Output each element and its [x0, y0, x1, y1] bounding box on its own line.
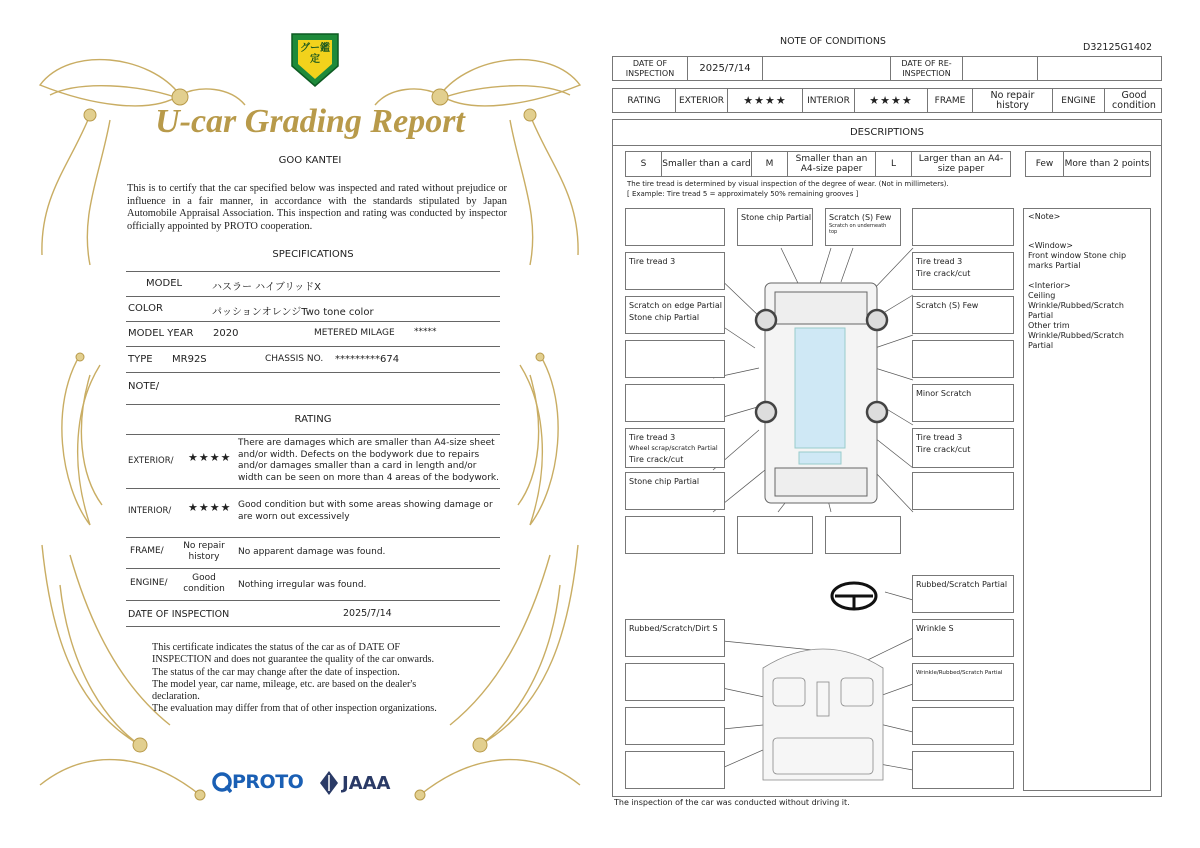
damage-box: [912, 296, 1014, 334]
note-line: Front window Stone chip marks Partial: [1028, 251, 1127, 270]
tread-example: [ Example: Tire tread 5 = approximately 50% remaining grooves ]: [627, 190, 859, 198]
report-title: U-car Grading Report: [155, 103, 465, 140]
damage-label: Tire tread 3: [916, 257, 963, 266]
conditions-footer: The inspection of the car was conducted without driving it.: [614, 798, 850, 807]
interior-label: INTERIOR/: [128, 506, 172, 516]
rating-row: [612, 88, 1162, 113]
disclaimer-line: The evaluation may differ from that of other inspection organizations.: [152, 703, 437, 715]
model-year-value: 2020: [213, 328, 239, 339]
proto-logo-text: PROTO: [232, 771, 304, 793]
damage-label: Tire tread 3: [629, 433, 676, 442]
damage-box: [625, 516, 725, 554]
damage-label: Stone chip Partial: [629, 313, 700, 322]
exterior-label: EXTERIOR/: [128, 456, 174, 466]
damage-box: [912, 208, 1014, 246]
exterior-stars: ★★★★: [728, 89, 803, 112]
note-line: <Interior>: [1028, 281, 1071, 290]
color-label: COLOR: [128, 303, 163, 314]
damage-label: Wrinkle S: [916, 624, 954, 633]
damage-label: Scratch (S) Few: [829, 213, 892, 222]
type-value: MR92S: [172, 354, 207, 365]
disclaimer-line: The model year, car name, mileage, etc. are based on the dealer's: [152, 678, 417, 690]
damage-label: Tire crack/cut: [629, 455, 684, 464]
note-line: Other trim: [1028, 321, 1070, 330]
damage-label: Tire tread 3: [916, 433, 963, 442]
rating-label: RATING: [613, 89, 676, 112]
date-blank-cell: [763, 57, 891, 80]
legend-l-desc: Larger than an A4-size paper: [918, 154, 1004, 174]
damage-box: [625, 472, 725, 510]
model-year-label: MODEL YEAR: [128, 328, 194, 339]
damage-label: Tire crack/cut: [916, 445, 971, 454]
inspection-date-label: DATE OF INSPECTION: [128, 609, 230, 620]
legend-s-desc: Smaller than a card: [662, 152, 752, 176]
descriptions-heading: DESCRIPTIONS: [613, 120, 1161, 146]
proto-logo: [212, 771, 312, 793]
type-label: TYPE: [128, 354, 153, 365]
damage-box: [625, 428, 725, 468]
certification-statement: This is to certify that the car specified below was inspected and rated without prejudice or influence in a fair manner, in accordance with the standards stipulated by Japan Automobile Appraisal Association. This inspection and rating was conducted by inspector officially appointed by PROTO cooperation.: [127, 183, 507, 232]
damage-label: Wrinkle/Rubbed/Scratch Partial: [916, 670, 1003, 676]
frame-value: No repair history: [183, 541, 225, 562]
model-label: MODEL: [146, 278, 183, 289]
legend-m: M: [752, 152, 788, 176]
interior-label: INTERIOR: [803, 89, 855, 112]
note-box: [1023, 208, 1151, 791]
interior-stars: ★★★★: [855, 89, 928, 112]
damage-label: Rubbed/Scratch/Dirt S: [629, 624, 718, 633]
descriptions-panel: [612, 119, 1162, 797]
reinspection-value-cell: [963, 57, 1038, 80]
grading-certificate: [30, 25, 590, 825]
damage-box: [912, 663, 1014, 701]
damage-box: [737, 516, 813, 554]
conditions-title: NOTE OF CONDITIONS: [780, 36, 886, 47]
note-label: NOTE/: [128, 381, 160, 392]
damage-box: [625, 751, 725, 789]
issuer-name: GOO KANTEI: [278, 155, 342, 166]
damage-label: Tire crack/cut: [916, 269, 971, 278]
legend-s: S: [626, 152, 662, 176]
damage-box: [625, 252, 725, 290]
disclaimer-line: declaration.: [152, 691, 200, 703]
exterior-stars: ★★★★: [188, 451, 232, 464]
damage-box: [625, 707, 725, 745]
engine-value: Good condition: [183, 573, 225, 594]
chassis-label: CHASSIS NO.: [265, 354, 324, 364]
date-of-reinspection-label: DATE OF RE-INSPECTION: [891, 57, 963, 80]
damage-box: [737, 208, 813, 246]
note-line: Wrinkle/Rubbed/Scratch Partial: [1028, 331, 1124, 350]
note-line-blank: [1028, 271, 1148, 281]
few-legend: [1025, 151, 1151, 177]
damage-box: [825, 516, 901, 554]
frame-value: No repair history: [973, 89, 1053, 112]
frame-label: FRAME: [928, 89, 973, 112]
note-of-conditions: [608, 30, 1170, 820]
goo-kantei-badge: [288, 30, 342, 90]
damage-box: [825, 208, 901, 246]
damage-box: [912, 619, 1014, 657]
damage-label: Tire tread 3: [629, 257, 676, 266]
damage-box: [625, 296, 725, 334]
jaaa-logo-text: JAAA: [342, 773, 391, 794]
damage-box: [912, 252, 1014, 290]
legend-few-desc: More than 2 points: [1064, 159, 1150, 169]
damage-label: Stone chip Partial: [629, 477, 700, 486]
damage-box: [625, 619, 725, 657]
damage-box: [625, 208, 725, 246]
damage-box: [912, 428, 1014, 468]
inspection-date-value: 2025/7/14: [343, 608, 392, 619]
specifications-heading: SPECIFICATIONS: [272, 249, 354, 260]
damage-label: Stone chip Partial: [741, 213, 812, 222]
damage-label: Scratch (S) Few: [916, 301, 979, 310]
engine-value: Good condition: [1112, 89, 1156, 111]
damage-sublabel: Scratch on underneath top: [829, 223, 887, 235]
damage-label: Wheel scrap/scratch Partial: [629, 444, 718, 452]
certificate-disclaimer: [152, 642, 512, 716]
metered-mileage-value: *****: [414, 327, 437, 337]
exterior-label: EXTERIOR: [676, 89, 728, 112]
damage-box: [625, 340, 725, 378]
damage-box: [912, 707, 1014, 745]
frame-label: FRAME/: [130, 546, 164, 556]
date-row: [612, 56, 1162, 81]
note-line: Ceiling: [1028, 291, 1056, 300]
disclaimer-line: This certificate indicates the status of the car as of DATE OF: [152, 642, 401, 653]
rating-heading: RATING: [294, 414, 332, 425]
note-line-blank: [1028, 222, 1148, 232]
reinspection-blank-cell: [1038, 57, 1163, 80]
note-line: <Window>: [1028, 241, 1073, 250]
engine-description: Nothing irregular was found.: [238, 580, 367, 590]
note-line: <Note>: [1028, 212, 1061, 221]
legend-few: Few: [1026, 152, 1064, 176]
color-value: パッションオレンジTwo tone color: [212, 307, 374, 318]
damage-box: [912, 472, 1014, 510]
damage-box: [625, 384, 725, 422]
frame-description: No apparent damage was found.: [238, 547, 386, 557]
damage-box: [912, 384, 1014, 422]
document-id: D32125G1402: [1083, 42, 1153, 53]
damage-box: [625, 663, 725, 701]
damage-label: Rubbed/Scratch Partial: [916, 580, 1008, 589]
date-of-inspection-value: 2025/7/14: [688, 57, 763, 80]
damage-box: [912, 575, 1014, 613]
badge-text: グー鑑定: [300, 43, 330, 65]
chassis-value: *********674: [335, 354, 400, 365]
legend-m-desc: Smaller than an A4-size paper: [788, 152, 876, 176]
tread-note: The tire tread is determined by visual inspection of the degree of wear. (Not in millimeters).: [627, 180, 949, 188]
damage-label: Scratch on edge Partial: [629, 301, 723, 310]
metered-mileage-label: METERED MILAGE: [314, 328, 395, 338]
interior-stars: ★★★★: [188, 501, 232, 514]
jaaa-logo: [320, 771, 400, 795]
date-of-inspection-label: DATE OF INSPECTION: [613, 57, 688, 80]
model-value: ハスラー ハイブリッドX: [212, 282, 321, 293]
disclaimer-line: INSPECTION and does not guarantee the quality of the car onwards.: [152, 654, 435, 666]
exterior-description: There are damages which are smaller than A4-size sheet and/or width. Defects on the bodywork due to repairs and/or damages smaller than a card in length and/or width can be seen on more than 4 areas of the bodywork.: [238, 438, 499, 483]
interior-description: Good condition but with some areas showing damage or are worn out excessively: [238, 500, 493, 522]
legend-l: L: [876, 152, 912, 176]
note-line: Wrinkle/Rubbed/Scratch Partial: [1028, 301, 1124, 320]
damage-label: Minor Scratch: [916, 389, 972, 398]
damage-box: [912, 751, 1014, 789]
engine-label: ENGINE/: [130, 578, 168, 588]
engine-label: ENGINE: [1053, 89, 1105, 112]
disclaimer-line: The status of the car may change after the date of inspection.: [152, 666, 400, 678]
note-content: [1028, 212, 1148, 351]
damage-box: [912, 340, 1014, 378]
